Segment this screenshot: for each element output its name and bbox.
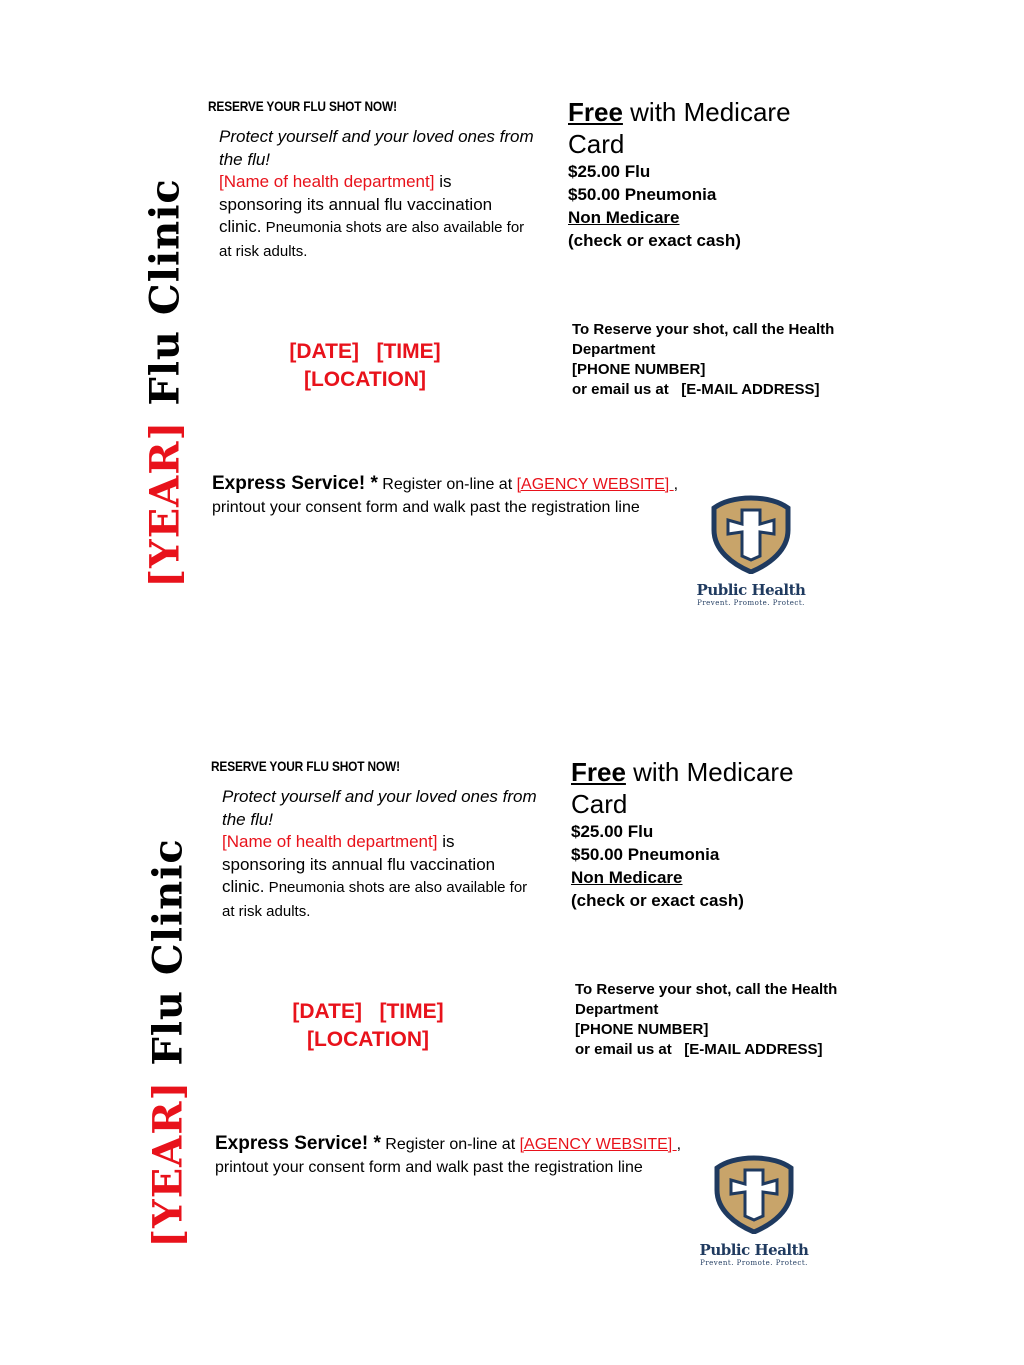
title-year: [YEAR] <box>141 420 189 588</box>
intro-italic: Protect yourself and your loved ones from the flu! <box>219 127 534 169</box>
free-medicare <box>571 756 831 820</box>
express-service <box>212 472 702 519</box>
logo-tagline: Prevent. Promote. Protect. <box>697 599 805 607</box>
title-rest: Flu Clinic <box>144 838 192 1081</box>
free-rest: with Medicare Card <box>571 757 794 819</box>
dept-name: [Name of health department] <box>219 172 435 191</box>
reserve-heading: RESERVE YOUR FLU SHOT NOW! <box>208 98 397 114</box>
location: [LOCATION] <box>306 1028 430 1051</box>
intro-small: Pneumonia shots are also available for at risk adults. <box>222 879 528 920</box>
dept-name: [Name of health department] <box>222 832 438 851</box>
intro-italic: Protect yourself and your loved ones from the flu! <box>222 787 537 829</box>
payment-note: (check or exact cash) <box>568 231 741 250</box>
logo-tagline: Prevent. Promote. Protect. <box>700 1259 808 1267</box>
phone-number: [PHONE NUMBER] <box>572 361 706 378</box>
email-line: or email us at [E-MAIL ADDRESS] <box>572 381 820 398</box>
agency-website-link[interactable]: [AGENCY WEBSITE] <box>519 1136 677 1153</box>
email-line: or email us at [E-MAIL ADDRESS] <box>575 1041 823 1058</box>
phone-number: [PHONE NUMBER] <box>575 1021 709 1038</box>
intro-rest: is sponsoring its annual flu vaccination clinic. <box>219 172 493 236</box>
public-health-logo <box>690 494 812 607</box>
non-medicare: Non Medicare <box>568 208 680 227</box>
flyer-2 <box>3 660 1024 1320</box>
pricing <box>568 96 828 252</box>
price-pneumonia: $50.00 Pneumonia <box>571 845 720 864</box>
call-line: To Reserve your shot, call the Health Department <box>572 321 835 358</box>
express-text1: Register on-line at <box>380 1136 520 1153</box>
price-pneumonia: $50.00 Pneumonia <box>568 185 717 204</box>
date-time: [DATE] [TIME] <box>289 340 441 363</box>
free-label: Free <box>571 757 626 787</box>
price-flu: $25.00 Flu <box>571 822 654 841</box>
logo-name: Public Health <box>696 581 806 599</box>
free-medicare <box>568 96 828 160</box>
clinic-title <box>142 178 189 588</box>
intro-paragraph <box>222 786 542 923</box>
express-text1: Register on-line at <box>377 476 517 493</box>
logo-name: Public Health <box>699 1241 809 1259</box>
express-text2: , printout your consent form and walk past the registration line <box>212 476 679 516</box>
free-label: Free <box>568 97 623 127</box>
price-flu: $25.00 Flu <box>568 162 651 181</box>
non-medicare: Non Medicare <box>571 868 683 887</box>
reserve-heading: RESERVE YOUR FLU SHOT NOW! <box>211 758 400 774</box>
date-time: [DATE] [TIME] <box>292 1000 444 1023</box>
payment-note: (check or exact cash) <box>571 891 744 910</box>
intro-paragraph <box>219 126 539 263</box>
location: [LOCATION] <box>303 368 427 391</box>
date-time-location <box>248 998 488 1054</box>
pricing <box>571 756 831 912</box>
intro-small: Pneumonia shots are also available for at risk adults. <box>219 219 525 260</box>
date-time-location <box>245 338 485 394</box>
reserve-contact <box>575 980 895 1060</box>
title-year: [YEAR] <box>144 1080 192 1248</box>
call-line: To Reserve your shot, call the Health Department <box>575 981 838 1018</box>
shield-cross-icon <box>690 494 812 574</box>
flyer-1 <box>0 0 1024 660</box>
clinic-title <box>145 838 192 1248</box>
express-heading: Express Service! * <box>212 473 378 494</box>
express-text2: , printout your consent form and walk past the registration line <box>215 1136 682 1176</box>
free-rest: with Medicare Card <box>568 97 791 159</box>
title-rest: Flu Clinic <box>141 178 189 421</box>
public-health-logo <box>693 1154 815 1267</box>
agency-website-link[interactable]: [AGENCY WEBSITE] <box>516 476 674 493</box>
reserve-contact <box>572 320 892 400</box>
express-service <box>215 1132 705 1179</box>
intro-rest: is sponsoring its annual flu vaccination clinic. <box>222 832 496 896</box>
express-heading: Express Service! * <box>215 1133 381 1154</box>
shield-cross-icon <box>693 1154 815 1234</box>
